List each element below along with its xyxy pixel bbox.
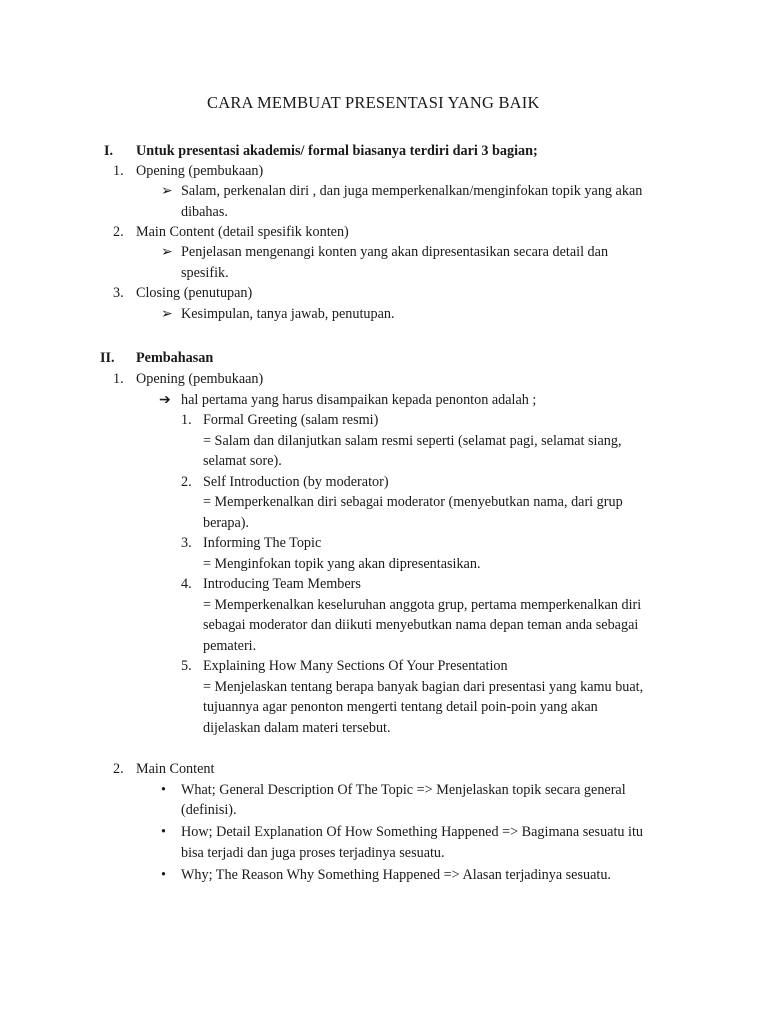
- item-detail-line: dibahas.: [181, 204, 228, 220]
- item-detail-line: Penjelasan mengenangi konten yang akan dipresentasikan secara detail dan: [181, 244, 609, 260]
- main-content-label: Main Content: [136, 761, 215, 777]
- step-title: Explaining How Many Sections Of Your Presentation: [203, 658, 508, 674]
- step-desc-line: = Memperkenalkan keseluruhan anggota grup, pertama memperkenalkan diri: [203, 597, 642, 613]
- step-desc-line: selamat sore).: [203, 453, 282, 469]
- item-detail-line: Kesimpulan, tanya jawab, penutupan.: [181, 306, 395, 322]
- bullet-line: What; General Description Of The Topic => Menjelaskan topik secara general: [181, 782, 626, 798]
- step-desc-line: tujuannya agar penonton mengerti tentang detail poin-poin yang akan: [203, 699, 598, 715]
- item-detail-line: spesifik.: [181, 265, 229, 281]
- list-number: 3.: [181, 535, 192, 551]
- item-main-content-label: Main Content (detail spesifik konten): [136, 224, 349, 240]
- bullet-line: bisa terjadi dan juga proses terjadinya sesuatu.: [181, 845, 445, 861]
- arrowhead-bullet-icon: ➢: [161, 306, 173, 322]
- bullet-line: (definisi).: [181, 802, 237, 818]
- opening-intro: hal pertama yang harus disampaikan kepada penonton adalah ;: [181, 392, 537, 408]
- page-title: CARA MEMBUAT PRESENTASI YANG BAIK: [207, 93, 540, 112]
- step-title: Formal Greeting (salam resmi): [203, 412, 379, 428]
- section-1-numeral: I.: [104, 143, 114, 159]
- bullet-line: Why; The Reason Why Something Happened => Alasan terjadinya sesuatu.: [181, 867, 611, 883]
- list-number: 5.: [181, 658, 192, 674]
- list-number: 1.: [113, 163, 124, 179]
- bullet-dot-icon: •: [161, 782, 166, 798]
- step-desc-line: sebagai moderator dan diikuti menyebutkan nama depan teman anda sebagai: [203, 617, 639, 633]
- list-number: 2.: [181, 474, 192, 490]
- item-detail-line: Salam, perkenalan diri , dan juga memperkenalkan/menginfokan topik yang akan: [181, 183, 643, 199]
- step-desc-line: = Menginfokan topik yang akan dipresentasikan.: [203, 556, 481, 572]
- step-title: Self Introduction (by moderator): [203, 474, 389, 490]
- arrowhead-bullet-icon: ➢: [161, 244, 173, 260]
- list-number: 3.: [113, 285, 124, 301]
- step-title: Introducing Team Members: [203, 576, 361, 592]
- section-1-heading: Untuk presentasi akademis/ formal biasanya terdiri dari 3 bagian;: [136, 143, 538, 159]
- item-opening-label: Opening (pembukaan): [136, 163, 264, 179]
- list-number: 4.: [181, 576, 192, 592]
- bullet-dot-icon: •: [161, 867, 166, 883]
- bullet-dot-icon: •: [161, 824, 166, 840]
- opening-label: Opening (pembukaan): [136, 371, 264, 387]
- step-desc-line: = Salam dan dilanjutkan salam resmi seperti (selamat pagi, selamat siang,: [203, 433, 622, 449]
- section-2-heading: Pembahasan: [136, 350, 214, 366]
- step-desc-line: = Memperkenalkan diri sebagai moderator (menyebutkan nama, dari grup: [203, 494, 623, 510]
- arrow-right-icon: ➔: [159, 392, 171, 408]
- step-desc-line: pemateri.: [203, 638, 257, 654]
- arrowhead-bullet-icon: ➢: [161, 183, 173, 199]
- step-desc-line: dijelaskan dalam materi tersebut.: [203, 720, 391, 736]
- step-desc-line: = Menjelaskan tentang berapa banyak bagian dari presentasi yang kamu buat,: [203, 679, 644, 695]
- section-2-numeral: II.: [100, 350, 115, 366]
- list-number: 2.: [113, 224, 124, 240]
- step-title: Informing The Topic: [203, 535, 322, 551]
- item-closing-label: Closing (penutupan): [136, 285, 253, 301]
- step-desc-line: berapa).: [203, 515, 250, 531]
- list-number: 2.: [113, 761, 124, 777]
- list-number: 1.: [113, 371, 124, 387]
- bullet-line: How; Detail Explanation Of How Something Happened => Bagimana sesuatu itu: [181, 824, 644, 840]
- list-number: 1.: [181, 412, 192, 428]
